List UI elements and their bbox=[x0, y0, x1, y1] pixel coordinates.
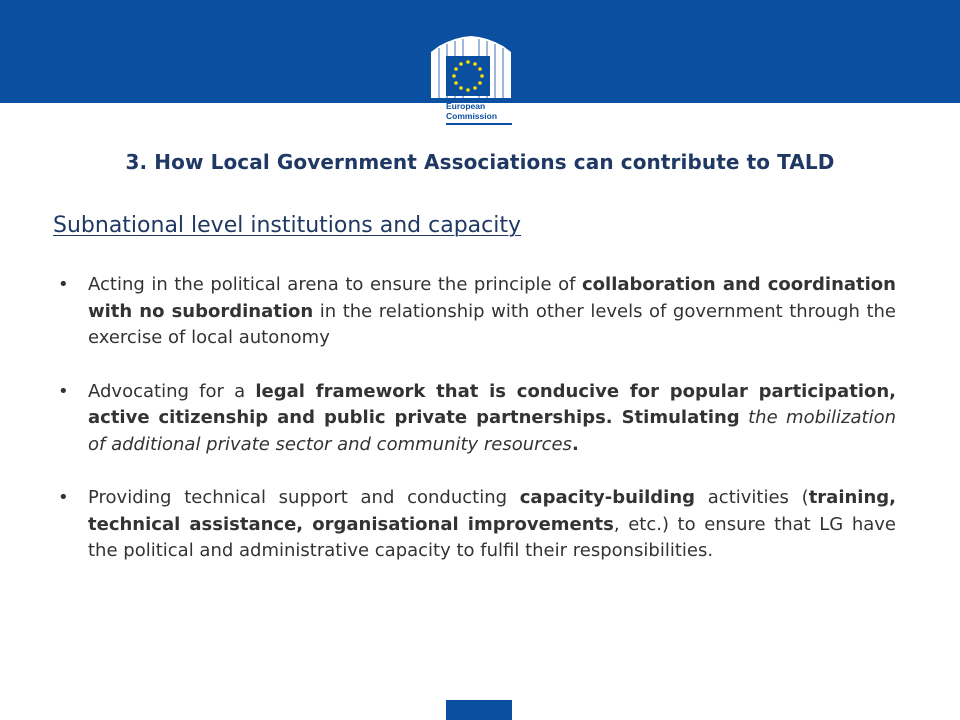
bullet-2-text-1: Advocating for a bbox=[88, 380, 256, 402]
logo-line-european: European bbox=[446, 101, 486, 111]
european-commission-logo bbox=[413, 18, 523, 134]
bullet-item-legal-framework bbox=[58, 379, 896, 459]
logo-underline bbox=[446, 123, 512, 125]
bullet-3-text-3: , etc.) to ensure that LG have the political and administrative capacity to fulfil their responsibilities. bbox=[88, 513, 897, 561]
logo-caption bbox=[446, 101, 497, 121]
bullet-dot-icon: • bbox=[58, 380, 69, 402]
bullet-3-bold-1: capacity-building bbox=[519, 487, 696, 508]
bullet-1-text-1: Acting in the political arena to ensure the principle of bbox=[88, 274, 582, 295]
bullet-3-bold-2: training, technical assistance, organisational improvements bbox=[88, 487, 897, 535]
bullet-dot-icon: • bbox=[58, 274, 69, 295]
bullet-1-bold-1: collaboration and coordination with no subordination bbox=[88, 274, 896, 322]
logo-line-commission: Commission bbox=[446, 111, 498, 121]
bullet-item-political-arena bbox=[58, 272, 896, 352]
bullet-2-italic-1: the mobilization of additional private sector and community resources bbox=[88, 407, 896, 455]
bullet-3-text-2: activities ( bbox=[695, 487, 809, 508]
bullet-3-text-1: Providing technical support and conducting bbox=[88, 487, 520, 508]
section-subtitle: Subnational level institutions and capacity bbox=[53, 213, 522, 238]
bottom-flag-tab bbox=[446, 700, 512, 720]
bullet-dot-icon: • bbox=[58, 487, 69, 508]
bullet-2-bold-1: legal framework that is conducive for popular participation, active citizenship and public private partnerships. Stimulating bbox=[88, 380, 897, 428]
bullet-item-technical-support bbox=[58, 485, 896, 565]
bullet-2-bold-2: . bbox=[571, 433, 579, 455]
bullet-1-text-2: in the relationship with other levels of government through the exercise of local autonomy bbox=[88, 300, 897, 348]
slide-title: 3. How Local Government Associations can contribute to TALD bbox=[125, 150, 835, 174]
bullet-list bbox=[58, 272, 896, 565]
